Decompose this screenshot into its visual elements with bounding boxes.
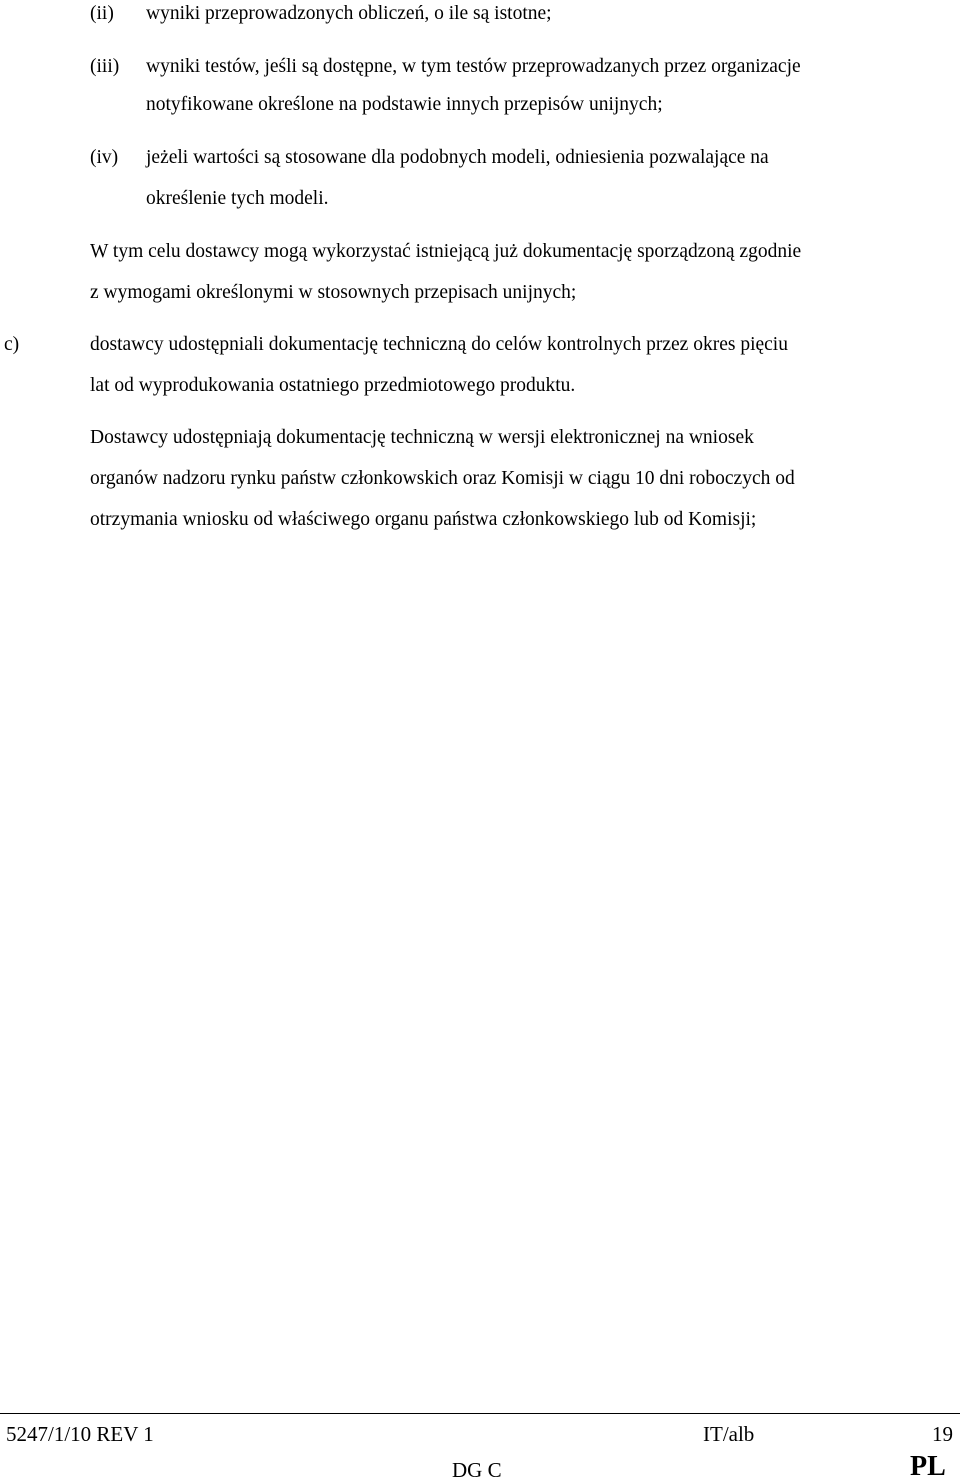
item-iv-text-line-1: jeżeli wartości są stosowane dla podobnych modeli, odniesienia pozwalające na <box>146 147 769 168</box>
footer-document-reference: 5247/1/10 REV 1 <box>6 1422 154 1446</box>
request-paragraph-line-3: otrzymania wniosku od właściwego organu państwa członkowskiego lub od Komisji; <box>90 509 757 530</box>
footer-language-code: PL <box>910 1451 946 1482</box>
item-ii-text-line-1: wyniki przeprowadzonych obliczeń, o ile są istotne; <box>146 3 552 24</box>
purpose-paragraph-line-1: W tym celu dostawcy mogą wykorzystać istniejącą już dokumentację sporządzoną zgodnie <box>90 241 802 262</box>
request-paragraph-line-2: organów nadzoru rynku państw członkowskich oraz Komisji w ciągu 10 dni roboczych od <box>90 468 795 489</box>
footer-author-initials: IT/alb <box>703 1422 755 1446</box>
item-iii-text-line-2: notyfikowane określone na podstawie innych przepisów unijnych; <box>146 94 663 115</box>
footer-divider <box>0 1413 960 1414</box>
list-marker-iii: (iii) <box>90 56 120 77</box>
list-marker-c: c) <box>4 334 20 355</box>
purpose-paragraph-line-2: z wymogami określonymi w stosownych przepisach unijnych; <box>90 282 577 303</box>
list-marker-iv: (iv) <box>90 147 119 168</box>
list-marker-ii: (ii) <box>90 3 114 24</box>
item-c-text-line-2: lat od wyprodukowania ostatniego przedmiotowego produktu. <box>90 375 576 396</box>
footer-directorate: DG C <box>452 1458 502 1482</box>
item-c-text-line-1: dostawcy udostępniali dokumentację techniczną do celów kontrolnych przez okres pięciu <box>90 334 788 355</box>
request-paragraph-line-1: Dostawcy udostępniają dokumentację techniczną w wersji elektronicznej na wniosek <box>90 427 754 448</box>
item-iv-text-line-2: określenie tych modeli. <box>146 188 329 209</box>
footer-page-number: 19 <box>932 1422 953 1446</box>
item-iii-text-line-1: wyniki testów, jeśli są dostępne, w tym testów przeprowadzanych przez organizacje <box>146 56 801 77</box>
